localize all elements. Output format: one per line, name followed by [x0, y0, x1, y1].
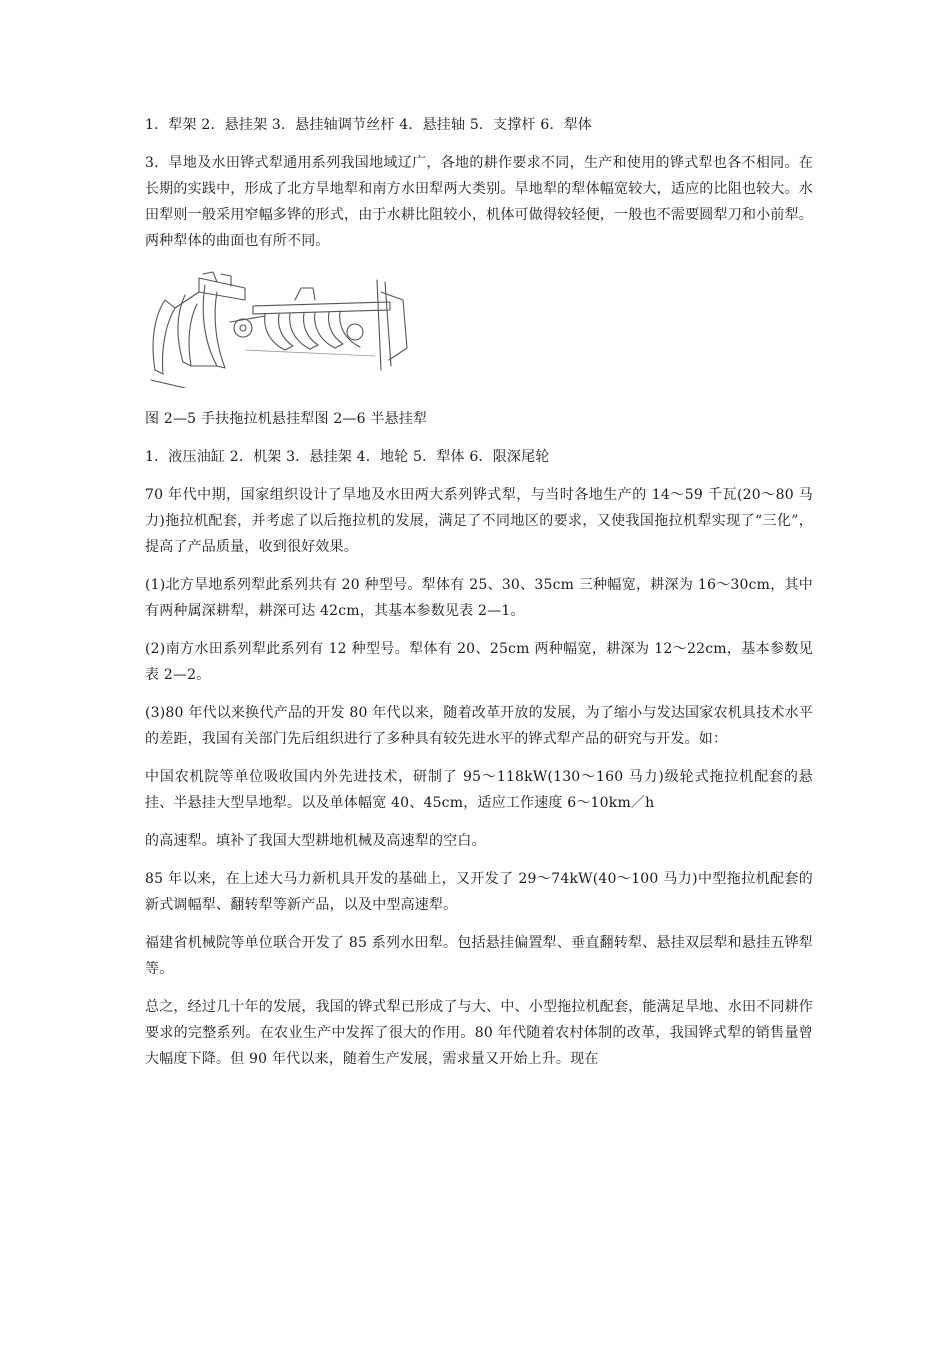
figure-legend-paragraph: 1．犁架 2．悬挂架 3．悬挂轴调节丝杆 4．悬挂轴 5．支撑杆 6．犁体	[145, 117, 593, 133]
body-paragraph: 福建省机械院等单位联合开发了 85 系列水田犁。包括悬挂偏置犁、垂直翻转犁、悬挂双层犁和悬挂五铧犁等。	[145, 935, 813, 977]
body-paragraph: (3)80 年代以来换代产品的开发 80 年代以来，随着改革开放的发展，为了缩小与发达国家农机具技术水平的差距，我国有关部门先后组织进行了多种具有较先进水平的铧式犁产品的研究与开发。如：	[145, 705, 813, 747]
body-paragraph: (1)北方旱地系列犁此系列共有 20 种型号。犁体有 25、30、35cm 三种幅宽，耕深为 16～30cm，其中有两种属深耕犁，耕深可达 42cm，其基本参数见表 2—1。	[145, 577, 813, 619]
body-paragraph: 3．旱地及水田铧式犁通用系列我国地域辽广，各地的耕作要求不同，生产和使用的铧式犁也各不相同。在长期的实践中，形成了北方旱地犁和南方水田犁两大类别。旱地犁的犁体幅宽较大，适应的比阻也较大。水田犁则一般采用窄幅多铧的形式，由于水耕比阻较小，机体可做得较轻便，一般也不需要圆犁刀和小前犁。两种犁体的曲面也有所不同。	[145, 155, 813, 249]
hand-tractor-plough-drawing	[151, 272, 245, 388]
body-paragraph: 的高速犁。填补了我国大型耕地机械及高速犁的空白。	[145, 833, 486, 849]
semi-mounted-plough-drawing	[230, 280, 407, 370]
document-page	[145, 112, 813, 1084]
figure-legend-paragraph: 1．液压油缸 2．机架 3．悬挂架 4．地轮 5．犁体 6．限深尾轮	[145, 449, 550, 465]
plough-illustration	[145, 270, 413, 388]
body-paragraph: 中国农机院等单位吸收国内外先进技术，研制了 95～118kW(130～160 马力)级轮式拖拉机配套的悬挂、半悬挂大型旱地犁。以及单体幅宽 40、45cm，适应工作速度 6～10km／h	[145, 769, 813, 811]
body-paragraph: (2)南方水田系列犁此系列有 12 种型号。犁体有 20、25cm 两种幅宽，耕深为 12～22cm，基本参数见表 2—2。	[145, 641, 813, 683]
body-paragraph: 70 年代中期，国家组织设计了旱地及水田两大系列铧式犁，与当时各地生产的 14～59 千瓦(20～80 马力)拖拉机配套，并考虑了以后拖拉机的发展，满足了不同地区的要求，又使我国拖拉机犁实现了“三化”，提高了产品质量，收到很好效果。	[145, 487, 813, 555]
figure-caption: 图 2—5 手扶拖拉机悬挂犁图 2—6 半悬挂犁	[145, 411, 428, 427]
body-paragraph: 总之，经过几十年的发展，我国的铧式犁已形成了与大、中、小型拖拉机配套，能满足旱地、水田不同耕作要求的完整系列。在农业生产中发挥了很大的作用。80 年代随着农村体制的改革，我国铧式犁的销售量曾大幅度下降。但 90 年代以来，随着生产发展，需求量又开始上升。现在	[145, 999, 813, 1067]
body-paragraph: 85 年以来，在上述大马力新机具开发的基础上，又开发了 29～74kW(40～100 马力)中型拖拉机配套的新式调幅犁、翻转犁等新产品，以及中型高速犁。	[145, 871, 813, 913]
